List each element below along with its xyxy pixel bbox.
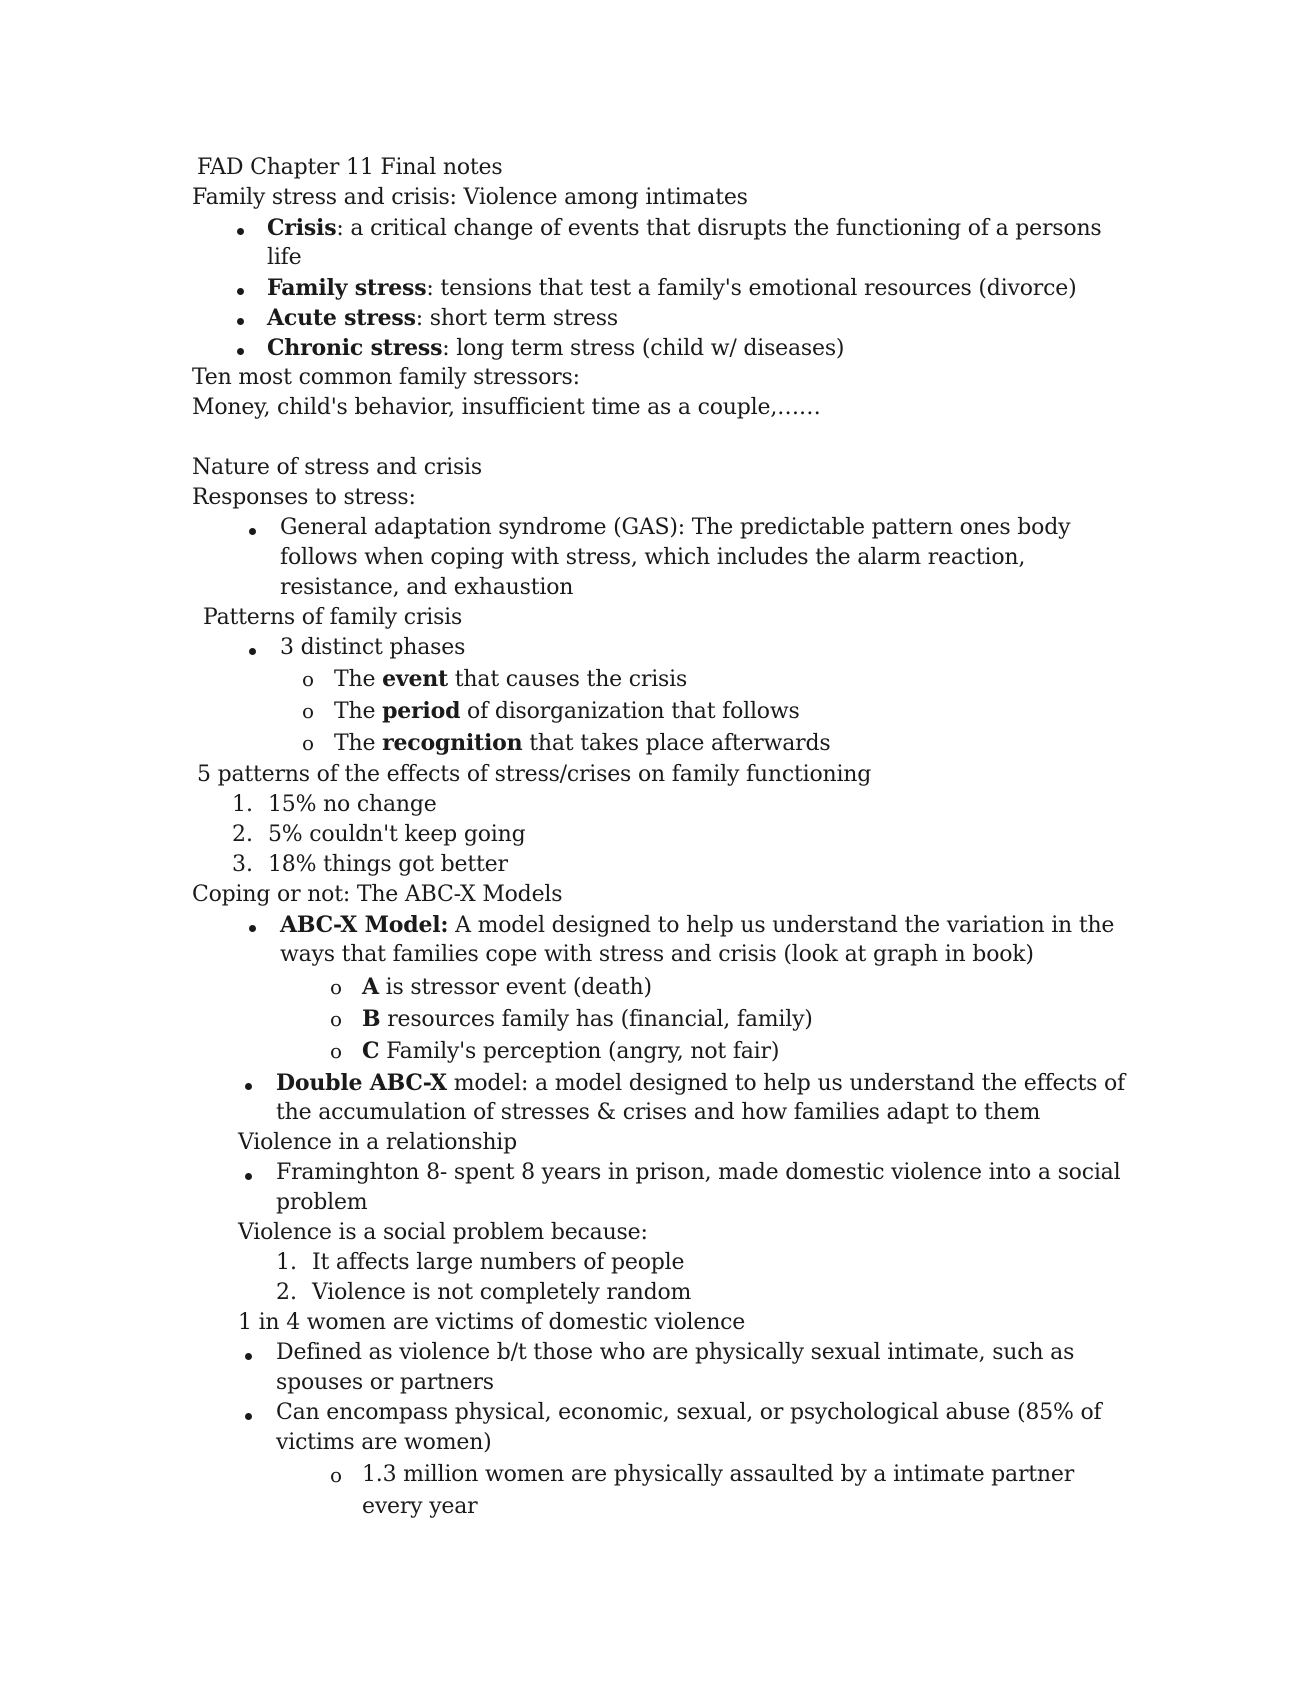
gas-line-3: resistance, and exhaustion [280,575,574,600]
def-text: : long term stress (child w/ diseases) [442,336,845,361]
effects-heading: 5 patterns of the effects of stress/crises on family functioning [197,762,872,787]
def-term: Crisis [267,215,337,241]
effect-item: 15% no change [268,792,437,817]
framingham-line-1: Framinghton 8- spent 8 years in prison, made domestic violence into a social [276,1160,1121,1185]
encompass-line-1: Can encompass physical, economic, sexual, or psychological abuse (85% of [276,1400,1102,1425]
effect-item: 5% couldn't keep going [268,822,526,847]
social-item: Violence is not completely random [312,1280,692,1305]
nature-heading: Nature of stress and crisis [192,455,482,480]
def-term: Family stress [267,275,427,301]
million-line-1: 1.3 million women are physically assaulted by a intimate partner [362,1462,1075,1487]
gas-line-2: follows when coping with stress, which includes the alarm reaction, [280,545,1026,570]
double-abcx-line-1: Double ABC-X model: a model designed to help us understand the effects of [276,1070,1125,1096]
encompass-line-2: victims are women) [276,1430,492,1455]
def-crisis [267,213,1102,244]
def-text: : tensions that test a family's emotional resources (divorce) [426,276,1077,301]
bullet-dot [237,288,244,295]
abcx-item-c: C Family's perception (angry, not fair) [362,1038,780,1064]
def-term: Chronic stress [267,335,443,361]
def-acute-stress [267,303,618,334]
phases-label: 3 distinct phases [280,635,466,660]
responses-label: Responses to stress: [192,485,416,510]
million-line-2: every year [362,1494,478,1519]
phase-period: The period of disorganization that follows [334,698,800,724]
def-term: Acute stress [267,305,416,331]
circle-marker: o [330,1039,343,1063]
patterns-heading: Patterns of family crisis [203,605,463,630]
list-number: 2. [276,1280,297,1305]
social-item: It affects large numbers of people [312,1250,685,1275]
defined-line-1: Defined as violence b/t those who are physically sexual intimate, such as [276,1340,1075,1365]
double-abcx-line-2: the accumulation of stresses & crises and how families adapt to them [276,1100,1041,1125]
circle-marker: o [302,731,315,755]
list-number: 1. [276,1250,297,1275]
abcx-line-1: ABC-X Model: A model designed to help us understand the variation in the [280,912,1115,938]
circle-marker: o [330,975,343,999]
def-family-stress [267,273,1076,304]
social-label: Violence is a social problem because: [238,1220,648,1245]
phase-event: The event that causes the crisis [334,666,688,692]
stressors-label: Ten most common family stressors: [192,365,580,390]
list-number: 3. [232,852,253,877]
bullet-dot [245,1173,252,1180]
stressors-text: Money, child's behavior, insufficient time as a couple,…… [192,395,821,420]
document-title: FAD Chapter 11 Final notes [197,155,503,180]
abcx-item-b: B resources family has (financial, family) [362,1006,813,1032]
circle-marker: o [330,1007,343,1031]
coping-heading: Coping or not: The ABC-X Models [192,882,563,907]
bullet-dot [249,925,256,932]
bullet-dot [245,1353,252,1360]
list-number: 2. [232,822,253,847]
abcx-line-2: ways that families cope with stress and crisis (look at graph in book) [280,942,1034,967]
framingham-line-2: problem [276,1190,368,1215]
circle-marker: o [302,667,315,691]
bullet-dot [237,318,244,325]
bullet-dot [249,648,256,655]
bullet-dot [245,1083,252,1090]
abcx-item-a: A is stressor event (death) [362,974,652,1000]
bullet-dot [245,1413,252,1420]
bullet-dot [237,348,244,355]
def-crisis-cont: life [267,245,302,270]
phase-recognition: The recognition that takes place afterwards [334,730,831,756]
def-text: : a critical change of events that disrupts the functioning of a persons [336,216,1102,241]
violence-heading: Violence in a relationship [238,1130,518,1155]
def-text: : short term stress [415,306,618,331]
bullet-dot [249,528,256,535]
def-chronic-stress [267,333,844,364]
list-number: 1. [232,792,253,817]
victims-line: 1 in 4 women are victims of domestic violence [238,1310,746,1335]
circle-marker: o [302,699,315,723]
bullet-dot [237,228,244,235]
section-heading-stress: Family stress and crisis: Violence among intimates [192,185,748,210]
gas-line-1: General adaptation syndrome (GAS): The predictable pattern ones body [280,515,1071,540]
circle-marker: o [330,1463,343,1487]
effect-item: 18% things got better [268,852,508,877]
defined-line-2: spouses or partners [276,1370,494,1395]
